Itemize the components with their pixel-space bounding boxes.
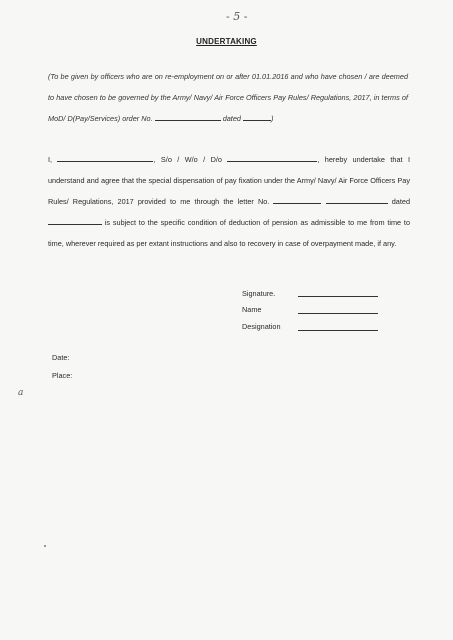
signature-blank[interactable] bbox=[298, 296, 378, 297]
intro-dated-label: dated bbox=[222, 114, 241, 123]
place-label: Place: bbox=[52, 371, 73, 380]
undertaking-paragraph bbox=[48, 149, 410, 254]
order-no-blank[interactable] bbox=[155, 113, 221, 121]
scan-speck bbox=[44, 545, 46, 547]
parent-name-blank[interactable] bbox=[227, 154, 317, 162]
designation-label: Designation bbox=[242, 322, 281, 331]
letter-no-continued-blank[interactable] bbox=[326, 196, 388, 204]
intro-close: ) bbox=[270, 114, 274, 123]
body-relation: , S/o / W/o / D/o bbox=[153, 155, 222, 164]
name-blank[interactable] bbox=[298, 313, 378, 314]
body-i: I, bbox=[48, 155, 53, 164]
document-title: UNDERTAKING bbox=[196, 37, 257, 46]
body-dated-label: dated bbox=[391, 197, 411, 206]
body-undertake: , hereby undertake that I understand and agree that the special dispensation of pay fixation under the Army/ Navy/ Air Force Officers Pay Rules/ Regulations, 2017 provided to me through the letter No. bbox=[48, 155, 411, 206]
letter-date-blank[interactable] bbox=[48, 217, 102, 225]
intro-paragraph bbox=[48, 66, 408, 129]
margin-mark: a bbox=[18, 388, 24, 398]
signature-label: Signature. bbox=[242, 289, 276, 298]
page-number: - 5 - bbox=[226, 10, 248, 23]
date-label: Date: bbox=[52, 353, 70, 362]
body-rest: is subject to the specific condition of deduction of pension as admissible to me from time to time, wherever required as per extant instructions and also to recovery in case of overpayment made, if any. bbox=[48, 218, 411, 248]
name-label: Name bbox=[242, 305, 262, 314]
designation-blank[interactable] bbox=[298, 330, 378, 331]
order-date-blank[interactable] bbox=[243, 113, 274, 123]
intro-text: (To be given by officers who are on re-employment on or after 01.01.2016 and who have chosen / are deemed to have chosen to be governed by the Army/ Navy/ Air Force Officers Pay Rules/ Regulations, 2017, in terms of MoD/ D(Pay/Services) order No. bbox=[48, 72, 408, 123]
letter-no-blank[interactable] bbox=[273, 196, 321, 204]
officer-name-blank[interactable] bbox=[57, 154, 153, 162]
